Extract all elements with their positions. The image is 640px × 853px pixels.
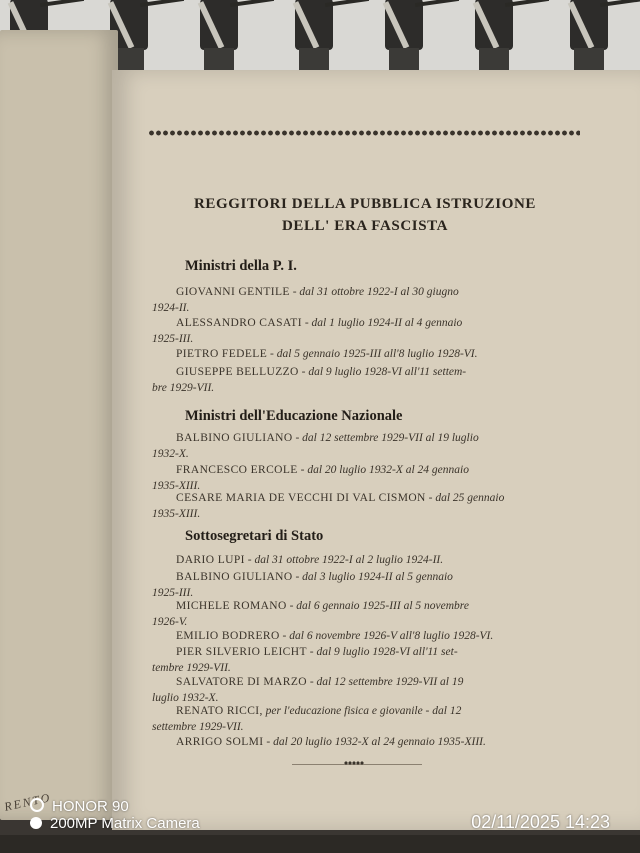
section-title: Sottosegretari di Stato: [185, 528, 324, 544]
list-item: [152, 734, 572, 750]
list-item: [152, 430, 572, 462]
entry-dates: - dal 6 novembre 1926-V all'8 luglio 1928-VI.: [279, 630, 494, 642]
photo-timestamp: 02/11/2025 14:23: [471, 812, 610, 832]
trumpeter-figure: [190, 0, 248, 76]
entry-dates: - dal 31 ottobre 1922-I al 2 luglio 1924-II.: [244, 554, 444, 566]
entry-dates: - dal 1 luglio 1924-II al 4 gennaio: [301, 317, 463, 329]
entry-dates: - dal 3 luglio 1924-II al 5 gennaio: [292, 571, 453, 583]
entry-dates: - dal 9 luglio 1928-VI all'11 set-: [306, 646, 458, 658]
section-title: Ministri della P. I.: [185, 258, 297, 274]
page-subtitle: DELL' ERA FASCISTA: [281, 218, 449, 234]
person-name: GIOVANNI GENTILE: [176, 286, 290, 298]
person-name: RENATO RICCI,: [176, 705, 263, 717]
list-item: [152, 552, 572, 568]
list-item: [152, 628, 572, 644]
list-item: [152, 490, 572, 522]
entry-continuation: 1935-XIII.: [152, 508, 201, 520]
entry-dates: - dal 25 gennaio: [425, 492, 505, 504]
entry-continuation: settembre 1929-VII.: [152, 721, 244, 733]
person-name: ARRIGO SOLMI: [176, 736, 264, 748]
left-page: [0, 30, 118, 820]
entry-continuation: tembre 1929-VII.: [152, 662, 231, 674]
entry-continuation: 1935-XIII.: [152, 480, 201, 492]
camera-model: [30, 815, 200, 832]
person-name: SALVATORE DI MARZO: [176, 676, 307, 688]
entry-dates: - dal 9 luglio 1928-VI all'11 settem-: [298, 366, 467, 378]
decorative-border: [148, 128, 580, 138]
section-title: Ministri dell'Educazione Nazionale: [185, 408, 403, 424]
bottom-ornament: [344, 760, 364, 766]
entry-dates: - dal 5 gennaio 1925-III all'8 luglio 1928-VI.: [267, 348, 478, 360]
entry-continuation: bre 1929-VII.: [152, 382, 215, 394]
entry-dates: - dal 12 settembre 1929-VII al 19 luglio: [292, 432, 479, 444]
entry-dates: - dal 31 ottobre 1922-I al 30 giugno: [289, 286, 459, 298]
list-item: [152, 598, 572, 630]
person-name: PIETRO FEDELE: [176, 348, 268, 360]
person-name: FRANCESCO ERCOLE: [176, 464, 298, 476]
person-name: EMILIO BODRERO: [176, 630, 280, 642]
entry-dates: per l'educazione fisica e giovanile - dal 12: [262, 705, 462, 717]
list-item: [152, 284, 572, 316]
trumpeter-figure: [465, 0, 523, 76]
list-item: [152, 703, 572, 735]
entry-continuation: 1926-V.: [152, 616, 188, 628]
trumpeter-figure: [375, 0, 433, 76]
entry-continuation: 1925-III.: [152, 587, 194, 599]
person-name: MICHELE ROMANO: [176, 600, 287, 612]
trumpeter-figure: [560, 0, 618, 76]
entry-dates: - dal 20 luglio 1932-X al 24 gennaio 1935-XIII.: [263, 736, 486, 748]
person-name: BALBINO GIULIANO: [176, 432, 293, 444]
list-item: [152, 674, 572, 706]
entry-continuation: 1925-III.: [152, 333, 194, 345]
person-name: GIUSEPPE BELLUZZO: [176, 366, 299, 378]
camera-brand: [30, 798, 129, 815]
list-item: [152, 364, 572, 396]
list-item: [152, 569, 572, 601]
entry-continuation: 1932-X.: [152, 448, 189, 460]
trumpeter-figure: [285, 0, 343, 76]
left-page-footer: RENTO: [2, 790, 53, 814]
camera-brand-label: HONOR 90: [52, 798, 129, 815]
entry-dates: - dal 12 settembre 1929-VII al 19: [306, 676, 464, 688]
list-item: [152, 315, 572, 347]
ring-icon: [30, 798, 44, 812]
person-name: ALESSANDRO CASATI: [176, 317, 302, 329]
entry-continuation: 1924-II.: [152, 302, 190, 314]
entry-continuation: luglio 1932-X.: [152, 692, 219, 704]
camera-model-label: 200MP Matrix Camera: [50, 815, 200, 832]
table-surface: [0, 835, 640, 853]
dot-icon: [30, 817, 42, 829]
page-title: REGGITORI DELLA PUBBLICA ISTRUZIONE: [193, 196, 537, 212]
person-name: DARIO LUPI: [176, 554, 245, 566]
list-item: [152, 644, 572, 676]
person-name: CESARE MARIA DE VECCHI DI VAL CISMON: [176, 492, 426, 504]
person-name: PIER SILVERIO LEICHT: [176, 646, 307, 658]
list-item: [152, 346, 572, 362]
entry-dates: - dal 20 luglio 1932-X al 24 gennaio: [297, 464, 469, 476]
entry-dates: - dal 6 gennaio 1925-III al 5 novembre: [286, 600, 469, 612]
person-name: BALBINO GIULIANO: [176, 571, 293, 583]
